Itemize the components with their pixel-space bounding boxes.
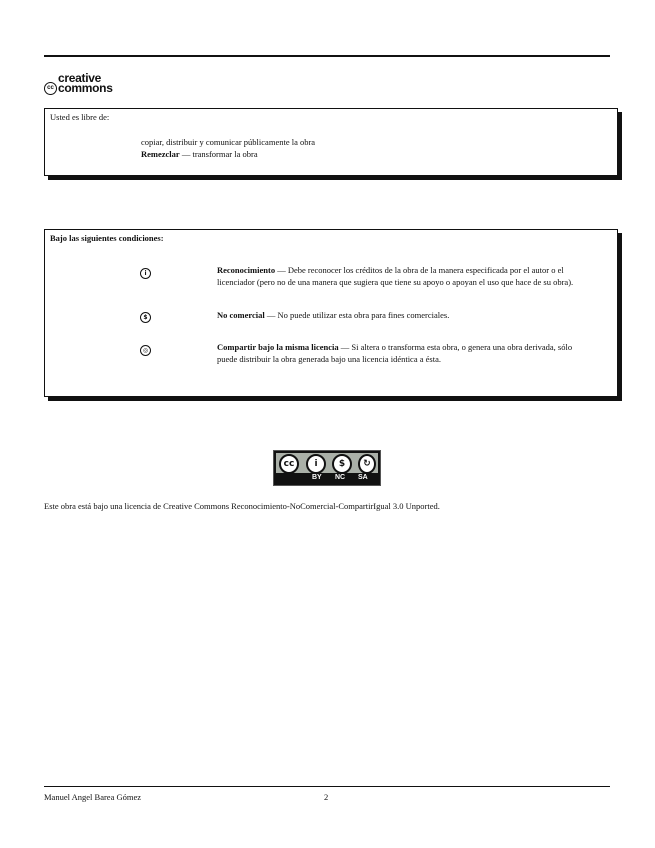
badge-by-label: BY <box>312 474 322 481</box>
sharealike-icon: ◎ <box>140 345 151 356</box>
freedoms-header: Usted es libre de: <box>50 112 110 122</box>
footer-rule <box>44 786 610 787</box>
sharealike-icon: ↻ <box>358 454 376 474</box>
freedoms-box <box>44 108 618 176</box>
condition-attribution: Reconocimiento — Debe reconocer los créditos de la obra de la manera especificada por el autor o el licenciador (pero no de una manera que sugiera que tiene su apoyo o apoyan el uso que hace de su obra). <box>217 265 574 287</box>
cc-logo-wordmark: creative commons <box>58 71 113 95</box>
license-badge[interactable] <box>273 450 381 486</box>
attribution-icon: i <box>306 454 326 474</box>
cc-logo-icon: cc <box>44 82 57 95</box>
conditions-header: Bajo las siguientes condiciones: <box>50 233 164 243</box>
attribution-icon: i <box>140 268 151 279</box>
conditions-box <box>44 229 618 397</box>
freedom-item: copiar, distribuir y comunicar públicamente la obra <box>141 137 316 147</box>
badge-sa-label: SA <box>358 474 368 481</box>
freedom-item: Remezclar — transformar la obra <box>141 149 258 159</box>
noncommercial-icon: $ <box>140 312 151 323</box>
footer-author: Manuel Angel Barea Gómez <box>44 792 142 802</box>
noncommercial-icon: $ <box>332 454 352 474</box>
page-number: 2 <box>324 792 329 802</box>
cc-icon: cc <box>279 454 299 474</box>
condition-noncommercial: No comercial — No puede utilizar esta obra para fines comerciales. <box>217 310 450 320</box>
badge-nc-label: NC <box>335 474 346 481</box>
license-statement: Este obra está bajo una licencia de Creative Commons Reconocimiento-NoComercial-CompartirIgual 3.0 Unported. <box>44 501 440 511</box>
condition-sharealike: Compartir bajo la misma licencia — Si altera o transforma esta obra, o genera una obra derivada, sólo puede distribuir la obra generada bajo una licencia idéntica a ésta. <box>217 342 573 364</box>
top-rule <box>44 55 610 57</box>
